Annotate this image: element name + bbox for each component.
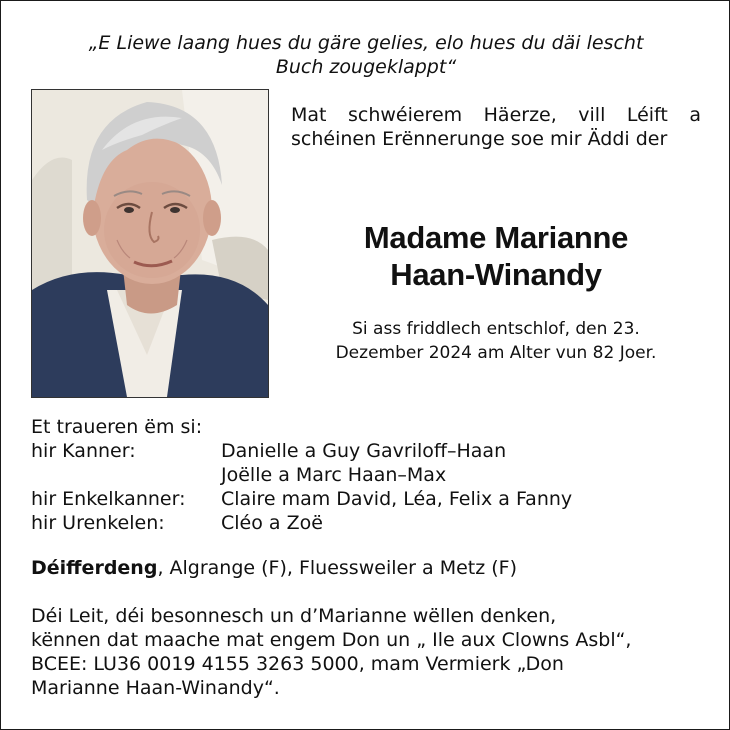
quote-line-2: Buch zougeklappt“: [275, 56, 457, 78]
mourner-label: hir Enkelkanner:: [31, 488, 186, 510]
passing-date: [291, 317, 701, 365]
deceased-name-line-1: Madame Marianne: [363, 220, 629, 255]
donation-line-3: BCEE: LU36 0019 4155 3263 5000, mam Vermierk „Don: [31, 653, 564, 675]
mourner-label: hir Kanner:: [31, 440, 136, 462]
mourner-label: hir Urenkelen:: [31, 512, 165, 534]
portrait-illustration: [32, 90, 268, 397]
mourner-value: Claire mam David, Léa, Felix a Fanny: [221, 488, 573, 510]
donation-line-4: Marianne Haan-Winandy“.: [31, 677, 280, 699]
mourners-heading: Et traueren ëm si:: [31, 416, 203, 438]
places-main: Déifferdeng: [31, 557, 158, 579]
donation-line-2: kënnen dat maache mat engem Don un „ Ile aux Clowns Asbl“,: [31, 629, 632, 651]
intro-text: Mat schwéierem Häerze, vill Léift a schéinen Erënnerunge soe mir Äddi der: [291, 104, 701, 150]
mourner-row: [31, 439, 711, 463]
deceased-name-line-2: Haan-Winandy: [390, 257, 602, 292]
mourner-row: [31, 487, 711, 511]
mourner-row: [31, 511, 711, 535]
places-rest: , Algrange (F), Fluessweiler a Metz (F): [157, 557, 518, 579]
donation-line-1: Déi Leit, déi besonnesch un d’Marianne wëllen denken,: [31, 605, 557, 627]
mourner-value: Danielle a Guy Gavriloff–Haan: [221, 440, 507, 462]
mourner-label: [31, 463, 221, 487]
mourners-list: [31, 415, 711, 535]
donation-text: [31, 604, 711, 700]
passing-line-1: Si ass friddlech entschlof, den 23.: [352, 319, 640, 339]
quote-line-1: „E Liewe laang hues du gäre gelies, elo hues du däi lescht: [88, 32, 644, 54]
deceased-name: [291, 219, 701, 293]
mourner-value: Joëlle a Marc Haan–Max: [221, 464, 447, 486]
places: [31, 556, 711, 580]
passing-line-2: Dezember 2024 am Alter vun 82 Joer.: [335, 343, 657, 363]
portrait-photo: [31, 89, 269, 398]
mourner-value: Cléo a Zoë: [221, 512, 323, 534]
quote: [21, 31, 711, 79]
mourner-row: [31, 463, 711, 487]
